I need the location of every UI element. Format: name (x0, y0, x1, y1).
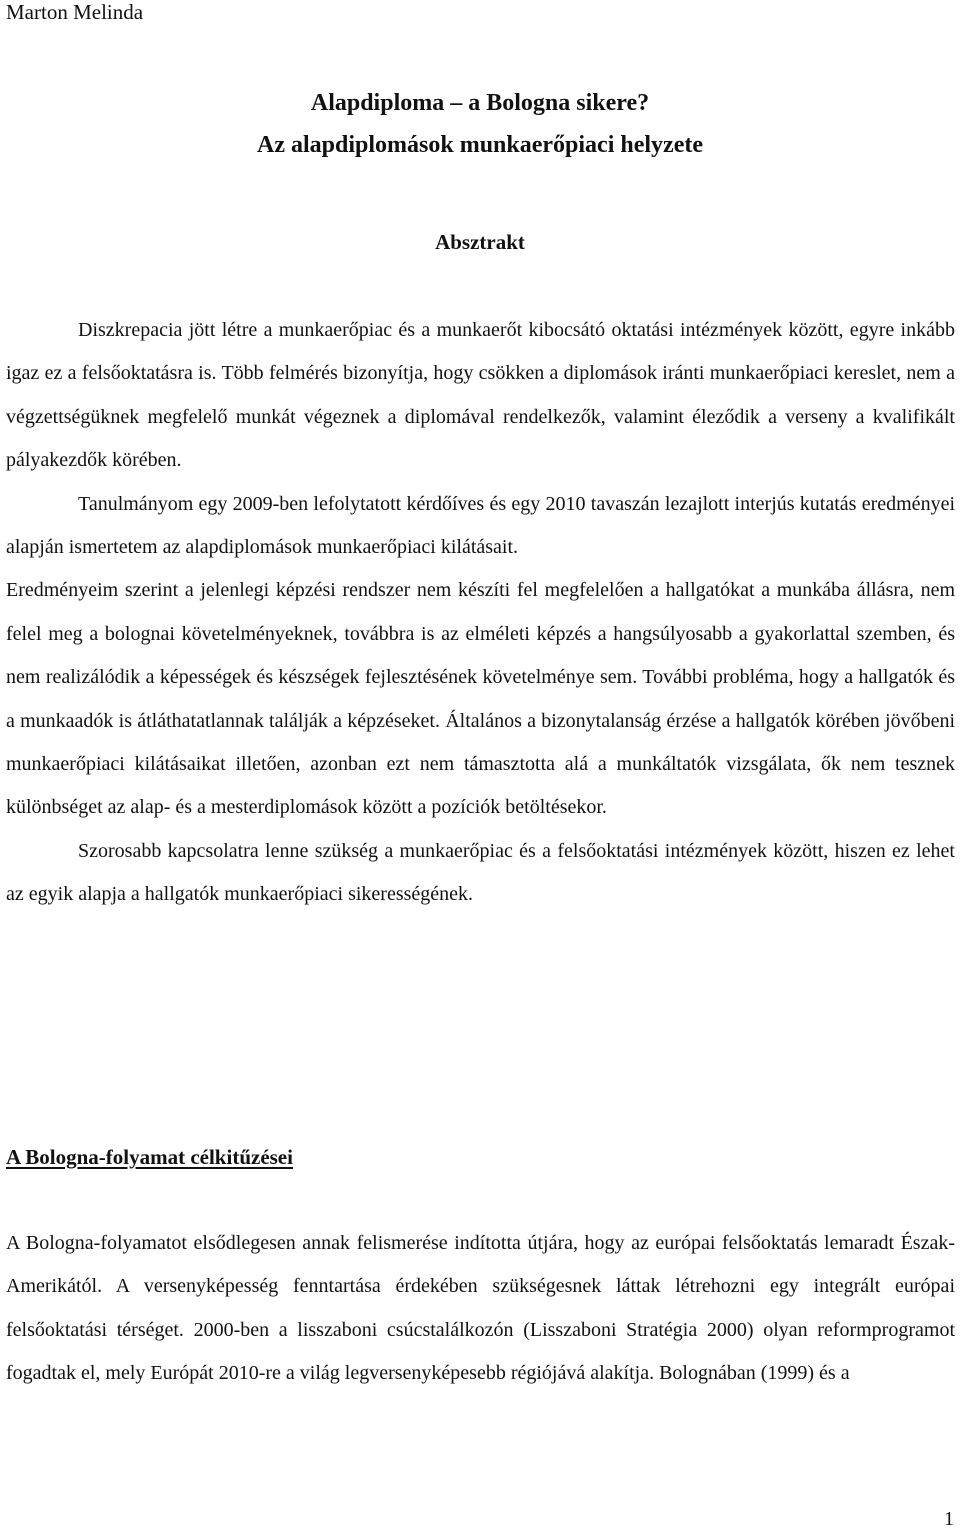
paper-title (0, 82, 960, 166)
abstract-paragraph-2: Tanulmányom egy 2009-ben lefolytatott kérdőíves és egy 2010 tavaszán lezajlott interjús kutatás eredményei alapján ismertetem az alapdiplomások munkaerőpiaci kilátásait. (6, 492, 955, 559)
abstract-paragraph-4: Szorosabb kapcsolatra lenne szükség a munkaerőpiac és a felsőoktatási intézmények között, hiszen ez lehet az egyik alapja a hallgatók munkaerőpiaci sikerességének. (6, 839, 955, 906)
abstract-heading: Absztrakt (435, 230, 525, 254)
section-heading: A Bologna-folyamat célkitűzései (6, 1145, 293, 1169)
abstract-paragraph-1: Diszkrepacia jött létre a munkaerőpiac és a munkaerőt kibocsátó oktatási intézmények között, egyre inkább igaz ez a felsőoktatásra is. Több felmérés bizonyítja, hogy csökken a diplomások iránti munkaerőpiaci kereslet, nem a végzettségüknek megfelelő munkát végeznek a diplomával rendelkezők, valamint éleződik a verseny a kvalifikált pályakezdők körében. (6, 319, 955, 472)
title-line-1: Alapdiploma – a Bologna sikere? (310, 90, 650, 116)
page-number: 1 (944, 1508, 954, 1530)
section-paragraph: A Bologna-folyamatot elsődlegesen annak felismerése indította útjára, hogy az európai felsőoktatás lemaradt Észak-Amerikától. A versenyképesség fenntartása érdekében szükségesnek láttak létrehozni egy integrált európai felsőoktatási térséget. 2000-ben a lisszaboni csúcstalálkozón (Lisszaboni Stratégia 2000) olyan reformprogramot fogadtak el, mely Európát 2010-re a világ legversenyképesebb régiójává alakítja. Bolognában (1999) és a (6, 1232, 955, 1385)
abstract-body (6, 309, 955, 917)
abstract-paragraph-3: Eredményeim szerint a jelenlegi képzési rendszer nem készíti fel megfelelően a hallgatókat a munkába állásra, nem felel meg a bolognai követelményeknek, továbbra is az elméleti képzés a hangsúlyosabb a gyakorlattal szemben, és nem realizálódik a képességek és készségek fejlesztésének követelménye sem. További probléma, hogy a hallgatók és a munkaadók is átláthatatlannak találják a képzéseket. Általános a bizonytalanság érzése a hallgatók körében jövőbeni munkaerőpiaci kilátásaikat illetően, azonban ezt nem támasztotta alá a munkáltatók vizsgálata, ők nem tesznek különbséget az alap- és a mesterdiplomások között a pozíciók betöltésekor. (6, 579, 955, 819)
title-line-2: Az alapdiplomások munkaerőpiaci helyzete (256, 132, 703, 158)
author-name: Marton Melinda (6, 0, 144, 24)
section-body (6, 1222, 955, 1396)
